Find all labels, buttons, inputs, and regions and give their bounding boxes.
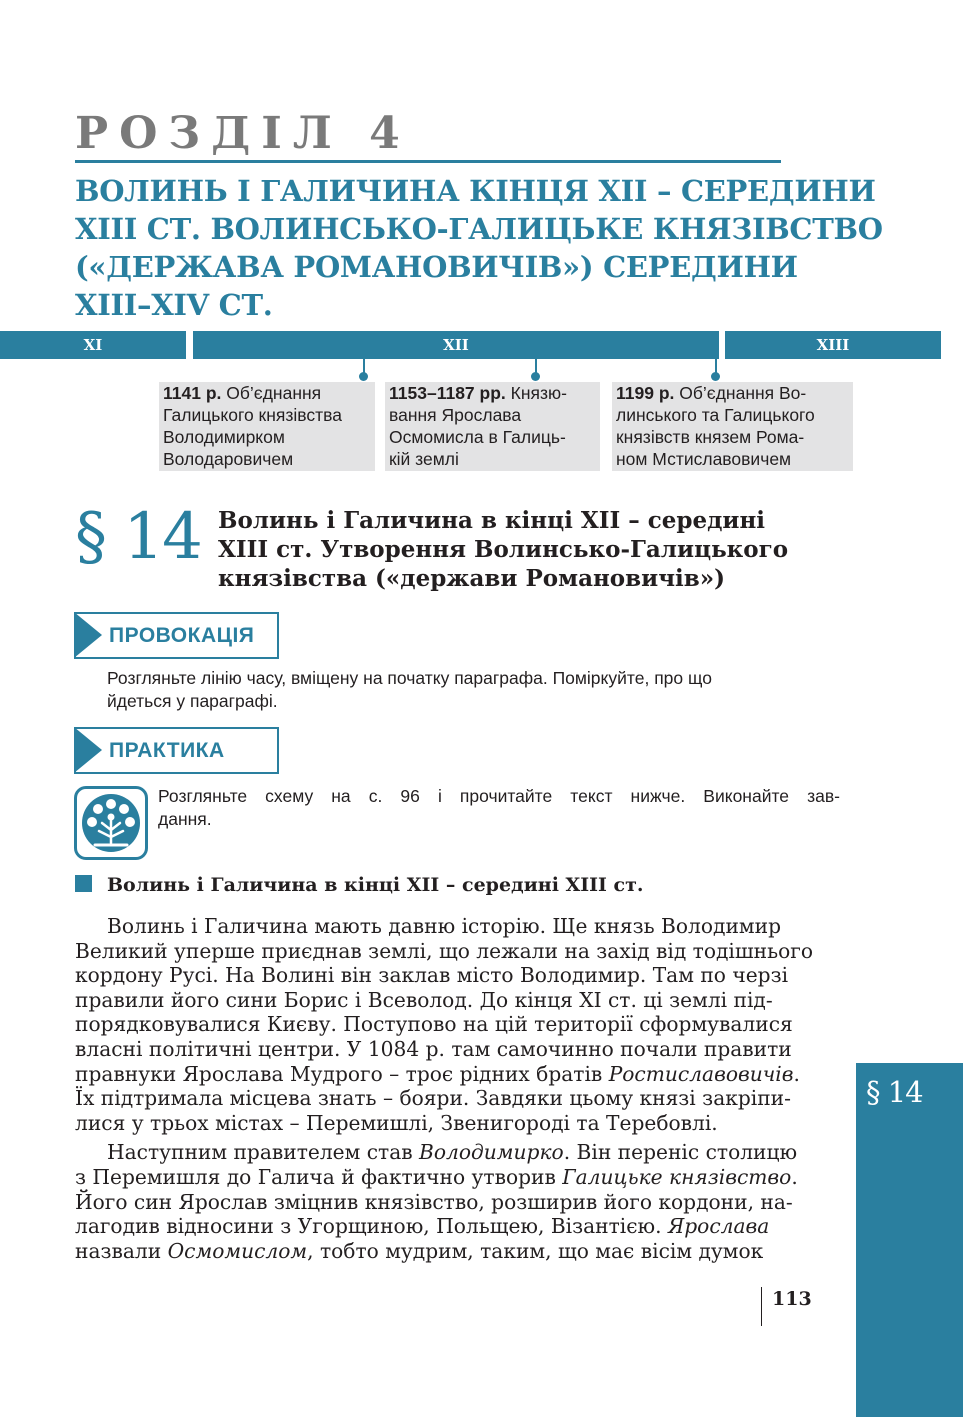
chapter-title-line: XIII–XIV СТ. <box>75 288 273 322</box>
text-run: правнуки Ярослава Мудрого – троє рідних братів <box>75 1061 609 1086</box>
practice-label: ПРАКТИКА <box>109 739 225 762</box>
text-run: лагодив відносини з Угорщиною, Польщею, Візантією. <box>75 1214 668 1239</box>
timeline-tick <box>715 359 717 373</box>
event-text: кій землі <box>389 449 459 469</box>
text-run-italic: Галицьке князівство <box>562 1164 792 1189</box>
text-line <box>75 1140 840 1165</box>
event-text: Володимирком <box>163 427 285 447</box>
timeline-century-xiii: XIII <box>725 331 941 359</box>
side-paragraph-tab <box>856 1063 963 1417</box>
text-run: , тобто мудрим, таким, що має вісім думок <box>307 1238 764 1263</box>
chapter-title-line: XIII СТ. ВОЛИНСЬКО-ГАЛИЦЬКЕ КНЯЗІВСТВО <box>75 212 883 246</box>
timeline-marker <box>711 372 720 381</box>
text-line <box>75 1062 840 1087</box>
text-run-italic: Ярослава <box>667 1214 770 1239</box>
text-line <box>75 1239 840 1264</box>
event-text: вання Ярослава <box>389 405 522 425</box>
event-text: Володаровичем <box>163 449 294 469</box>
section-subheading <box>75 874 644 896</box>
text-line: Великий уперше приєднав землі, що лежали на захід від тодішнього <box>75 938 813 963</box>
timeline-tick <box>363 359 365 373</box>
timeline-event-card <box>612 382 853 471</box>
timeline-event-card <box>159 382 375 471</box>
paragraph-title-line: XIII ст. Утворення Волинсько-Галицького <box>218 536 789 563</box>
paragraph-title-line: князівства («держави Романовичів») <box>218 565 725 592</box>
text-line <box>75 1214 840 1239</box>
event-date: 1141 р. <box>163 383 222 403</box>
practice-text <box>158 785 840 831</box>
arrow-icon <box>74 727 102 773</box>
page-number: 113 <box>772 1288 812 1310</box>
event-date: 1199 р. <box>616 383 675 403</box>
text-run: назвали <box>75 1238 168 1263</box>
chapter-title <box>75 172 883 324</box>
text-run-italic: Володимирко <box>419 1140 564 1165</box>
event-text: Галицького князівства <box>163 405 342 425</box>
provocation-line: Розгляньте лінію часу, вміщену на початку параграфа. Поміркуйте, про що <box>107 668 712 688</box>
text-line: Волинь і Галичина мають давню історію. Ще князь Володимир <box>107 914 781 938</box>
practice-line: Розгляньте схему на с. 96 і прочитайте текст нижче. Виконайте зав- <box>158 786 840 806</box>
text-line: правили його сини Борис і Всеволод. До кінця XI ст. ці землі під- <box>75 987 773 1012</box>
timeline-marker <box>531 372 540 381</box>
provocation-heading <box>74 612 279 659</box>
side-tab-label: § 14 <box>866 1075 923 1109</box>
arrow-icon <box>74 612 102 658</box>
body-text <box>75 914 840 1263</box>
timeline-marker <box>359 372 368 381</box>
text-line <box>75 1165 840 1190</box>
subheading-text: Волинь і Галичина в кінці XII – середині XIII ст. <box>107 874 644 896</box>
timeline-century-xii: XII <box>193 331 719 359</box>
event-text: Осмомисла в Галиць- <box>389 427 566 447</box>
text-run-italic: Ростиславовичів <box>608 1061 794 1086</box>
provocation-label: ПРОВОКАЦІЯ <box>109 624 255 647</box>
chapter-title-line: («ДЕРЖАВА РОМАНОВИЧІВ») СЕРЕДИНИ <box>75 250 798 284</box>
scheme-icon <box>74 786 148 860</box>
paragraph-title <box>218 506 828 593</box>
timeline-century-xi: XI <box>0 331 186 359</box>
text-line: Їх підтримала місцева знать – бояри. Завдяки цьому князі закріпи- <box>75 1086 791 1111</box>
paragraph-title-line: Волинь і Галичина в кінці XII – середині <box>218 507 766 534</box>
text-line: кордону Русі. На Волині він заклав місто Володимир. Там по черзі <box>75 963 789 988</box>
timeline-event-card <box>385 382 600 471</box>
event-text: Об’єднання <box>226 383 322 403</box>
provocation-text <box>107 667 847 713</box>
text-run: з Перемишля до Галича й фактично утворив <box>75 1164 563 1189</box>
provocation-line: йдеться у параграфі. <box>107 691 278 711</box>
text-run-italic: Осмомислом <box>167 1238 308 1263</box>
chapter-divider <box>75 160 781 163</box>
event-date: 1153–1187 рр. <box>389 383 506 403</box>
text-line: власні політичні центри. У 1084 р. там самочинно почали правити <box>75 1036 792 1061</box>
timeline-tick <box>535 359 537 373</box>
text-run: . <box>793 1061 800 1086</box>
text-run: . Він переніс столицю <box>563 1140 798 1165</box>
event-text: Князю- <box>510 383 567 403</box>
text-line: порядковувалися Києву. Поступово на цій території сформувалися <box>75 1012 793 1037</box>
practice-line: дання. <box>158 809 212 829</box>
text-run: Наступним правителем став <box>107 1140 420 1165</box>
practice-heading <box>74 727 279 774</box>
page-number-rule <box>761 1287 762 1326</box>
paragraph-number: § 14 <box>75 500 201 574</box>
event-text: Об’єднання Во- <box>679 383 807 403</box>
event-text: линського та Галицького <box>616 405 815 425</box>
text-line: Його син Ярослав зміцнив князівство, розширив його кордони, на- <box>75 1189 793 1214</box>
chapter-label: РОЗДІЛ 4 <box>75 108 411 159</box>
event-text: ном Мстиславовичем <box>616 449 792 469</box>
square-bullet-icon <box>75 875 92 892</box>
tree-icon <box>77 789 145 857</box>
chapter-title-line: ВОЛИНЬ І ГАЛИЧИНА КІНЦЯ XII – СЕРЕДИНИ <box>75 174 876 208</box>
event-text: князівств князем Рома- <box>616 427 805 447</box>
text-run: . <box>791 1164 798 1189</box>
text-line: лися у трьох містах – Перемишлі, Звенигороді та Теребовлі. <box>75 1110 718 1135</box>
